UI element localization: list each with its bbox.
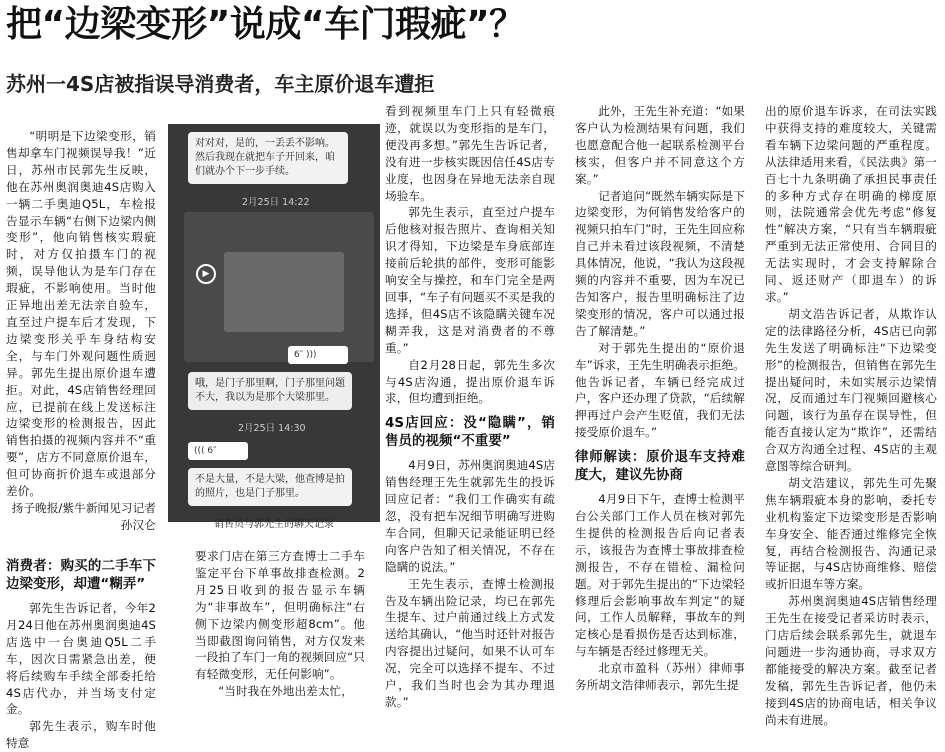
paragraph: 出的原价退车诉求，在司法实践中获得支持的难度较大，关键需看车辆下边梁问题的严重程度。从法律适用来看，《民法典》第一百七十九条明确了承担民事责任的多种方式存在明确的梯度原则，法院通常会优先考虑“修复性”解决方案，“只有当车辆瑕疵严重到无法正常使用、合同目的无法实现时，才会支持解除合同、返还财产（即退车）的诉求。” xyxy=(765,104,937,304)
chat-message: 不是大量，不是大梁，他查博是拍的照片，也是门子那里。 xyxy=(188,468,352,506)
paragraph: 王先生表示，查博士检测报告及车辆出险记录，均已在郭先生提车、过户前通过线上方式发送给其确认，“他当时还针对报告内容提出过疑问，如果不认可车况，完全可以选择不提车、不过户，我们当时也会为其办理退款。” xyxy=(385,576,555,709)
voice-message xyxy=(188,442,248,460)
chat-timestamp: 2月25日 14:30 xyxy=(238,423,306,434)
paragraph: 郭先生告诉记者，今年2月24日他在苏州奥润奥迪4S店选中一台奥迪Q5L二手车，因次日需紧急出差，便将后续购车手续全部委托给4S店代办，并当场支付定金。 xyxy=(6,601,156,717)
chat-screenshot-photo xyxy=(168,124,380,522)
chat-message: 哦，是门子那里啊，门子那里问题不大，我以为是那个大梁那里。 xyxy=(188,372,352,410)
video-message xyxy=(184,212,374,362)
paragraph: 胡文浩建议，郭先生可先聚焦车辆瑕疵本身的影响，委托专业机构鉴定下边梁变形是否影响车身安全、能否通过维修完全恢复，再结合检测报告、沟通记录等证据，与4S店协商维修、赔偿或折旧退车等方案。 xyxy=(765,475,937,592)
article-column-4 xyxy=(575,103,745,694)
article-column-1 xyxy=(6,128,156,534)
chat-timestamp: 2月25日 14:22 xyxy=(242,197,310,208)
article-column-5 xyxy=(765,103,937,729)
video-thumbnail xyxy=(224,252,344,332)
voice-message xyxy=(288,346,348,364)
wave-icon: ))) xyxy=(305,350,317,360)
article-column-2 xyxy=(195,548,365,700)
subtitle: 苏州一4S店被指误导消费者，车主原价退车遭拒 xyxy=(6,72,435,96)
voice-duration: 6″ xyxy=(294,350,304,360)
paragraph: 4月9日，苏州奥润奥迪4S店销售经理王先生就郭先生的投诉回应记者：“我们工作确实有疏忽，没有把车况细节明确写进购车合同，但聊天记录能证明已经向客户告知了相关情况，不存在隐瞒的说法。” xyxy=(385,458,556,574)
byline-reporter: 孙汉仑 xyxy=(120,517,156,532)
paragraph: 对于郭先生提出的“原价退车”诉求，王先生明确表示拒绝。他告诉记者，车辆已经完成过户，客户还办理了贷款，“后续解押再过户会产生贬值，我们无法接受原价退车。” xyxy=(575,340,745,440)
paragraph: 要求门店在第三方查博士二手车鉴定平台下单事故排查检测。2月25日收到的报告显示车辆为“非事故车”，但明确标注“右侧下边梁内侧变形超8cm”。他当即截图询问销售，对方仅发来一段拍了车门一角的视频回应“只有轻微变形，无任何影响”。 xyxy=(195,549,365,682)
voice-duration: 6″ xyxy=(207,446,217,456)
subhead-consumer: 消费者：购买的二手车下边梁变形，却遭“糊弄” xyxy=(6,559,156,592)
paragraph: 郭先生表示，购车时他特意 xyxy=(6,719,156,751)
article-column-3 xyxy=(385,103,555,711)
paragraph: 北京市盈科（苏州）律师事务所胡文浩律师表示，郭先生提 xyxy=(575,661,745,693)
paragraph: “当时我在外地出差太忙， xyxy=(218,684,353,699)
subhead-lawyer: 律师解读：原价退车支持难度大，建议先协商 xyxy=(575,450,745,484)
paragraph: 4月9日下午，查博士检测平台公关部门工作人员在核对郭先生提供的检测报告后向记者表示，该报告为查博士事故排查检测报告，不存在错检、漏检问题。对于郭先生提出的“下边梁轻修理后会影响事故车判定”的疑问，工作人员解释，事故车的判定核心是看损伤是否达到标准，与车辆是否经过修理无关。 xyxy=(575,492,745,659)
paragraph: 苏州奥润奥迪4S店销售经理王先生在接受记者采访时表示，门店后续会联系郭先生，就退车问题进一步沟通协商，寻求双方都能接受的解决方案。截至记者发稿，郭先生告诉记者，他仍未接到4S店的协商电话，相关争议尚未有进展。 xyxy=(765,594,937,727)
paragraph: 记者追问“既然车辆实际是下边梁变形，为何销售发给客户的视频只拍车门”时，王先生回应称自己并未看过该段视频，不清楚具体情况，他说，“我认为这段视频的内容并不重要，因为车况已告知客户，报告里明确标注了边梁变形的情况，客户可以通过报告了解清楚。” xyxy=(575,188,745,338)
paragraph: 郭先生表示，直至过户提车后他核对报告照片、查询相关知识才得知，下边梁是车身底部连接前后轮拱的部件，变形可能影响安全与操控，和车门完全是两回事，“车子有问题买不买是我的选择，但4S店不该隐瞒关键车况糊弄我，这是对消费者的不尊重。” xyxy=(385,205,555,355)
play-icon: ▶ xyxy=(196,264,216,284)
subhead-dealer-response: 4S店回应：没“隐瞒”，销售员的视频“不重要” xyxy=(385,416,555,450)
paragraph: 胡文浩告诉记者，从欺诈认定的法律路径分析，4S店已向郭先生发送了明确标注“下边梁变形”的检测报告，但销售在郭先生提出疑问时，未如实展示边梁情况，反而通过车门视频回避核心问题，该行为虽存在误导性，但能否直接认定为“欺诈”，还需结合双方沟通全过程、4S店的主观意图等综合研判。 xyxy=(765,306,937,474)
wave-icon: ((( xyxy=(194,446,205,456)
paragraph: 此外，王先生补充道：“如果客户认为检测结果有问题，我们也愿意配合他一起联系检测平台核实，但客户并不同意这个方案。” xyxy=(575,104,745,186)
article-column-1-lower xyxy=(6,550,156,752)
lead-paragraph: “明明是下边梁变形，销售却拿车门视频误导我！”近日，苏州市民郭先生反映，他在苏州奥润奥迪4S店购入一辆二手奥迪Q5L，车检报告显示车辆“右侧下边梁内侧变形”，他向销售核实瑕疵时，对方仅拍摄车门的视频，误导他认为是车门存在瑕疵，不影响使用。当时他正异地出差无法亲自验车，直至过户提车后才发现，下边梁变形关乎车身结构安全，与车门外观问题性质迥异。郭先生提出原价退车遭拒。对此，4S店销售经理回应，已提前在线上发送标注边梁变形的检测报告，因此销售拍摄的视频内容并不“重要”，店方不同意原价退车，但可协商折价退车或退部分差价。 xyxy=(6,129,156,499)
paragraph: 自2月28日起，郭先生多次与4S店沟通，提出原价退车诉求，但均遭到拒绝。 xyxy=(385,357,555,406)
chat-message: 对对对，是的，一丢丢不影响。然后我现在就把车子开回来，咱们就办个下一步手续。 xyxy=(188,132,348,184)
headline: 把“边梁变形”说成“车门瑕疵”？ xyxy=(6,4,525,45)
photo-caption: 销售员与郭先生的聊天记录 xyxy=(214,519,334,530)
byline-org: 扬子晚报/紫牛新闻见习记者 xyxy=(11,500,156,515)
paragraph: 看到视频里车门上只有轻微痕迹，就误以为变形指的是车门，便没再多想。”郭先生告诉记者，没有进一步核实既因信任4S店专业度，也因身在异地无法亲自现场验车。 xyxy=(385,104,555,203)
